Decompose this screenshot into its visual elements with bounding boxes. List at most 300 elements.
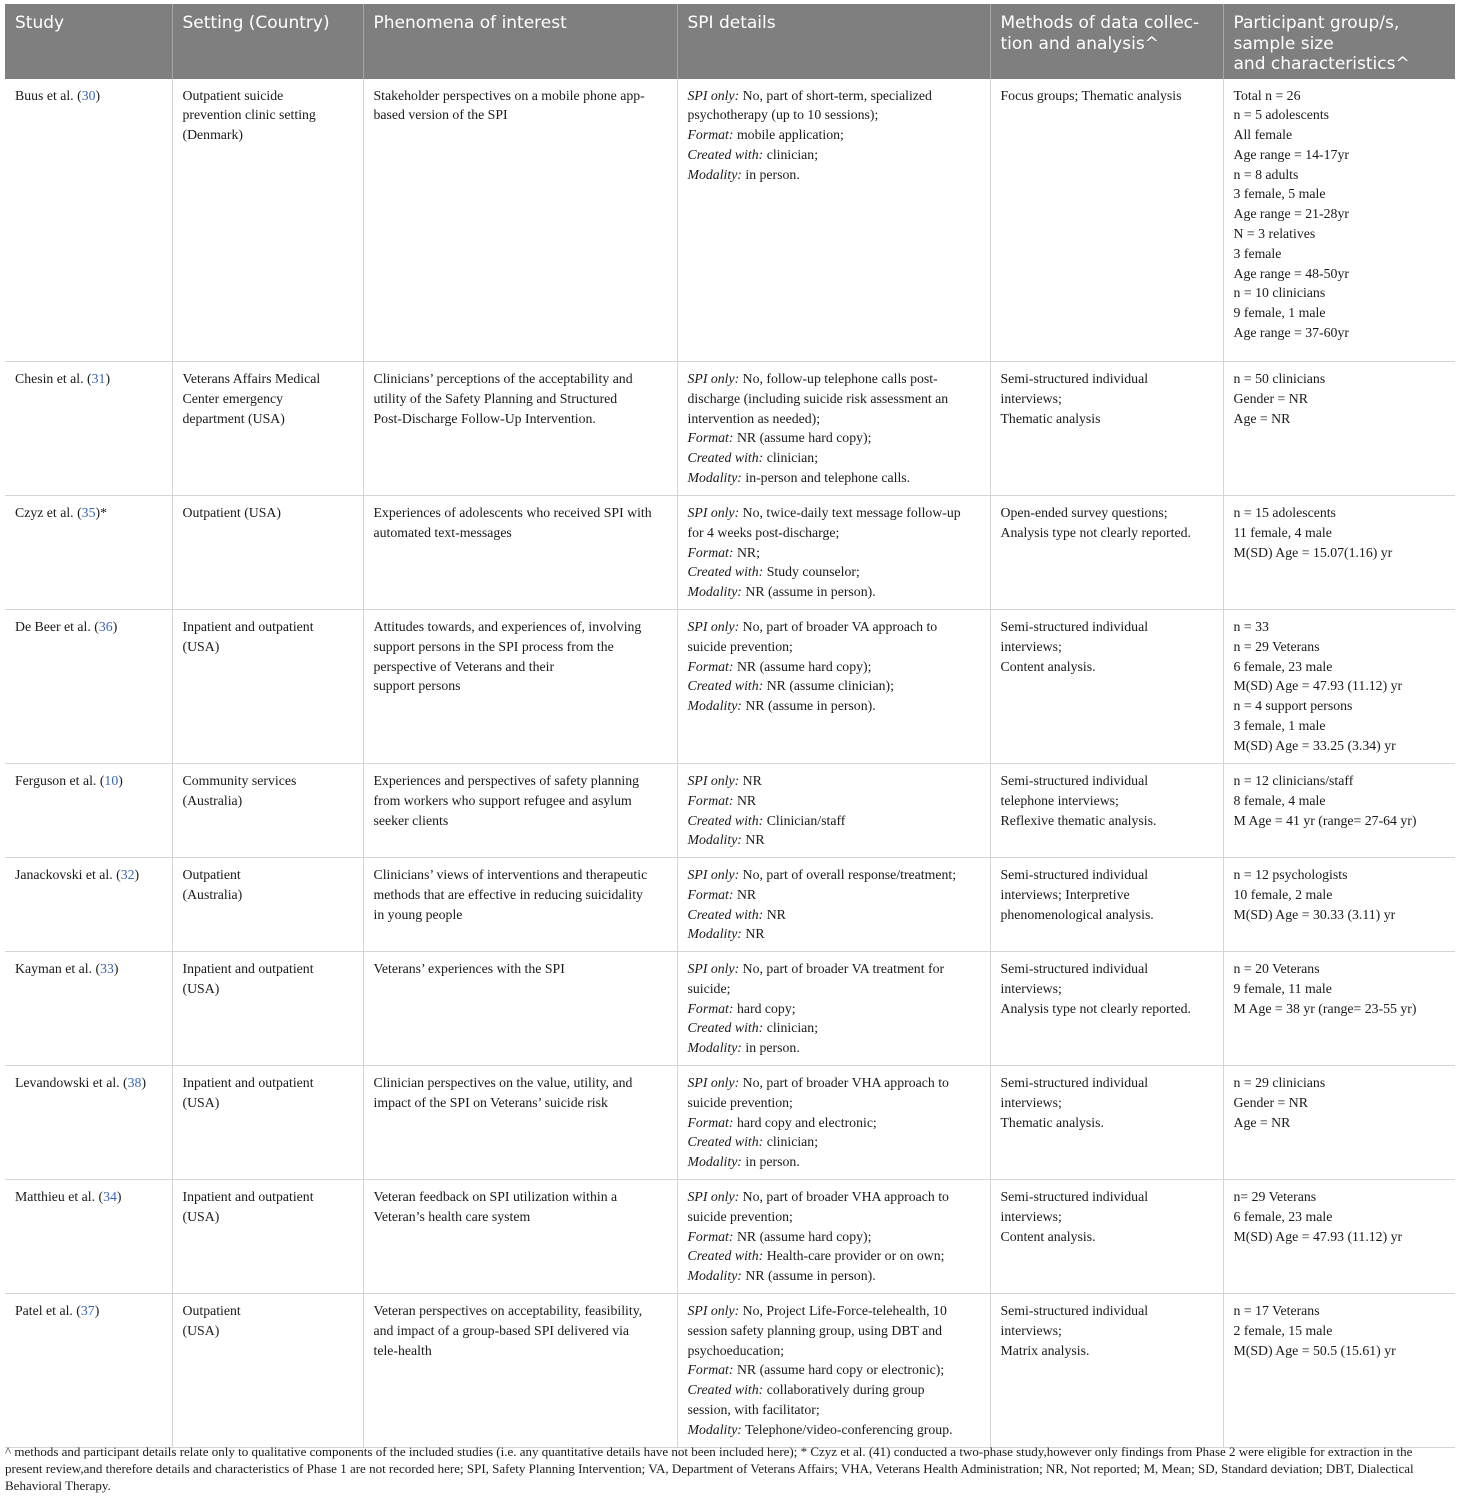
spi-field-label: SPI only: xyxy=(687,1075,740,1090)
table-header-row xyxy=(5,4,1455,79)
spi-detail-line xyxy=(688,999,980,1019)
cell-participants-line: n = 29 clinicians xyxy=(1233,1075,1326,1090)
cell-participants-line: 2 female, 15 male xyxy=(1233,1322,1333,1338)
cell-phenomena-line: Veteran perspectives on acceptability, feasibility, xyxy=(373,1303,643,1318)
cell-participants-line: M(SD) Age = 50.5 (15.61) yr xyxy=(1233,1342,1396,1358)
cell-study: De Beer et al. (36) xyxy=(5,610,172,764)
cell-phenomena-line: Veteran’s health care system xyxy=(373,1208,531,1224)
cell-setting-line: (USA) xyxy=(182,1094,220,1110)
cell-setting xyxy=(172,1180,363,1294)
spi-detail-line xyxy=(688,1227,980,1247)
cell-participants-line: M(SD) Age = 15.07(1.16) yr xyxy=(1233,544,1393,560)
spi-field-label: Modality: xyxy=(687,469,742,485)
cell-methods-line: Semi-structured individual xyxy=(1000,867,1149,882)
spi-detail-line xyxy=(688,791,980,811)
spi-field-value: intervention as needed); xyxy=(687,410,821,426)
cell-participants-line: n = 29 Veterans xyxy=(1233,638,1320,654)
cell-phenomena-line: Clinicians’ views of interventions and therapeutic xyxy=(373,867,648,882)
cell-participants-line: N = 3 relatives xyxy=(1233,226,1316,242)
cell-spi-details xyxy=(677,610,990,764)
reference-link[interactable]: 33 xyxy=(100,961,114,976)
cell-setting-line: Inpatient and outpatient xyxy=(182,619,314,634)
cell-phenomena xyxy=(363,362,677,496)
reference-link[interactable]: 35 xyxy=(81,505,96,520)
cell-phenomena-line: Experiences of adolescents who received SPI with xyxy=(373,505,652,520)
cell-phenomena-line: perspective of Veterans and their xyxy=(373,658,555,674)
study-name: De Beer et al. xyxy=(15,619,91,634)
spi-field-value: NR xyxy=(741,832,765,848)
study-name: Matthieu et al. xyxy=(15,1189,96,1204)
cell-participants-line: Age = NR xyxy=(1233,1114,1291,1130)
spi-detail-line xyxy=(688,696,980,716)
spi-detail-line xyxy=(688,448,980,468)
cell-setting-line: (USA) xyxy=(182,1322,220,1338)
spi-field-value: No, part of broader VA treatment for xyxy=(739,961,945,976)
cell-setting-line: Community services xyxy=(182,773,297,788)
cell-setting-line: department (USA) xyxy=(182,410,285,426)
cell-participants-line: n = 17 Veterans xyxy=(1233,1303,1320,1318)
spi-detail-line xyxy=(688,389,980,409)
spi-detail-line xyxy=(688,105,980,125)
cell-participants-line: 6 female, 23 male xyxy=(1233,1208,1333,1224)
header-setting xyxy=(172,4,363,79)
spi-field-label: SPI only: xyxy=(687,1189,740,1204)
reference-link[interactable]: 10 xyxy=(104,773,119,788)
cell-study: Levandowski et al. (38) xyxy=(5,1066,172,1180)
spi-field-label: Format: xyxy=(687,1362,734,1378)
header-participants xyxy=(1223,4,1455,79)
spi-field-label: Created with: xyxy=(687,1020,764,1036)
cell-study: Kayman et al. (33) xyxy=(5,952,172,1066)
spi-field-label: Created with: xyxy=(687,1248,764,1264)
cell-spi-details xyxy=(677,1180,990,1294)
spi-detail-line xyxy=(688,562,980,582)
cell-methods xyxy=(990,610,1223,764)
reference-link[interactable]: 37 xyxy=(80,1303,95,1318)
cell-participants-line: 6 female, 23 male xyxy=(1233,658,1333,674)
spi-field-label: Modality: xyxy=(687,1040,742,1056)
spi-field-label: SPI only: xyxy=(687,505,740,520)
cell-methods xyxy=(990,952,1223,1066)
spi-field-label: Created with: xyxy=(687,1382,764,1398)
cell-methods-line: Analysis type not clearly reported. xyxy=(1000,1000,1191,1016)
cell-phenomena xyxy=(363,79,677,362)
table-row xyxy=(5,362,1455,496)
cell-participants xyxy=(1223,764,1455,858)
spi-field-label: Format: xyxy=(687,792,734,808)
cell-study: Czyz et al. (35)* xyxy=(5,496,172,610)
spi-detail-line xyxy=(688,1093,980,1113)
spi-field-label: Format: xyxy=(687,658,734,674)
spi-detail-line xyxy=(688,924,980,944)
table-row xyxy=(5,1066,1455,1180)
footnote-line: Behavioral Therapy. xyxy=(5,1478,111,1493)
spi-field-value: clinician; xyxy=(763,146,819,162)
cell-participants-line: Gender = NR xyxy=(1233,390,1308,406)
spi-detail-line xyxy=(688,1152,980,1172)
spi-field-value: No, follow-up telephone calls post- xyxy=(739,371,938,386)
cell-phenomena xyxy=(363,1180,677,1294)
spi-detail-line xyxy=(688,637,980,657)
cell-methods-line: Open-ended survey questions; xyxy=(1000,505,1168,520)
spi-field-value: No, part of broader VA approach to xyxy=(739,619,938,634)
cell-participants-line: n = 5 adolescents xyxy=(1233,107,1330,123)
spi-field-value: in-person and telephone calls. xyxy=(741,469,911,485)
cell-setting xyxy=(172,952,363,1066)
cell-methods-line: Semi-structured individual xyxy=(1000,1189,1149,1204)
header-study xyxy=(5,4,172,79)
spi-field-value: psychoeducation; xyxy=(687,1342,785,1358)
cell-participants xyxy=(1223,362,1455,496)
table-footnote xyxy=(5,1443,1457,1494)
spi-detail-line xyxy=(688,86,980,106)
spi-field-label: Format: xyxy=(687,127,734,143)
cell-participants-line: M(SD) Age = 33.25 (3.34) yr xyxy=(1233,737,1396,753)
cell-participants-line: n= 29 Veterans xyxy=(1233,1189,1317,1204)
cell-setting-line: Outpatient xyxy=(182,867,241,882)
spi-field-label: SPI only: xyxy=(687,371,740,386)
cell-participants-line: 9 female, 11 male xyxy=(1233,980,1332,996)
cell-phenomena-line: Clinician perspectives on the value, utility, and xyxy=(373,1075,633,1090)
table-row xyxy=(5,496,1455,610)
spi-field-value: clinician; xyxy=(763,450,819,466)
cell-methods-line: Content analysis. xyxy=(1000,1228,1096,1244)
spi-detail-line xyxy=(688,1132,980,1152)
spi-detail-line xyxy=(688,582,980,602)
spi-detail-line xyxy=(688,657,980,677)
header-phenomena xyxy=(363,4,677,79)
spi-field-value: NR (assume hard copy); xyxy=(733,658,872,674)
spi-detail-line xyxy=(688,1038,980,1058)
cell-participants-line: Age = NR xyxy=(1233,410,1291,426)
spi-detail-line xyxy=(688,1266,980,1286)
spi-field-label: SPI only: xyxy=(687,619,740,634)
spi-field-label: Created with: xyxy=(687,678,764,694)
cell-methods-line: Reflexive thematic analysis. xyxy=(1000,812,1157,828)
cell-participants-line: M(SD) Age = 47.93 (11.12) yr xyxy=(1233,678,1403,694)
spi-field-label: Format: xyxy=(687,1228,734,1244)
spi-detail-line xyxy=(688,885,980,905)
cell-setting-line: Outpatient xyxy=(182,1303,241,1318)
spi-field-value: NR xyxy=(733,886,757,902)
spi-field-label: Modality: xyxy=(687,1421,742,1437)
spi-field-value: Health-care provider or on own; xyxy=(763,1248,945,1264)
spi-field-label: SPI only: xyxy=(687,867,740,882)
spi-field-label: SPI only: xyxy=(687,1303,740,1318)
reference-link[interactable]: 31 xyxy=(91,371,106,386)
spi-field-value: NR xyxy=(763,906,786,922)
spi-detail-line xyxy=(688,468,980,488)
cell-methods-line: interviews; Interpretive xyxy=(1000,886,1130,902)
cell-participants-line: n = 50 clinicians xyxy=(1233,371,1326,386)
footnote-line: present review,and therefore details and characteristics of Phase 1 are not recorded here; SPI, Safety Planning Intervention; VA, Department of Veterans Affairs; VHA, Veterans Health Administration; NR, Not reported; M, Mean; SD, Standard deviation; DBT, Dialectical xyxy=(5,1461,1414,1476)
cell-setting-line: (USA) xyxy=(182,1208,220,1224)
spi-detail-line xyxy=(688,369,980,389)
table-body xyxy=(5,79,1455,1448)
cell-methods-line: Semi-structured individual xyxy=(1000,619,1149,634)
cell-spi-details xyxy=(677,858,990,952)
spi-field-value: NR (assume hard copy); xyxy=(733,1228,872,1244)
study-name: Chesin et al. xyxy=(15,371,84,386)
spi-field-value: clinician; xyxy=(763,1134,819,1150)
spi-detail-line xyxy=(688,1380,980,1400)
cell-participants-line: n = 4 support persons xyxy=(1233,698,1353,714)
cell-setting-line: (Australia) xyxy=(182,886,243,902)
spi-field-value: NR (assume clinician); xyxy=(763,678,894,694)
spi-field-value: No, part of broader VHA approach to xyxy=(739,1075,949,1090)
spi-field-label: SPI only: xyxy=(687,87,740,103)
spi-field-value: collaboratively during group xyxy=(763,1382,925,1398)
spi-field-value: hard copy; xyxy=(733,1000,796,1016)
cell-study: Janackovski et al. (32) xyxy=(5,858,172,952)
cell-phenomena-line: utility of the Safety Planning and Structured xyxy=(373,390,618,406)
spi-field-value: for 4 weeks post-discharge; xyxy=(687,524,840,540)
cell-setting xyxy=(172,1294,363,1448)
table-row xyxy=(5,952,1455,1066)
study-name: Kayman et al. xyxy=(15,961,93,976)
cell-study: Ferguson et al. (10) xyxy=(5,764,172,858)
spi-detail-line xyxy=(688,771,980,791)
cell-setting-line: Outpatient suicide xyxy=(182,87,284,103)
reference-link[interactable]: 38 xyxy=(127,1075,142,1090)
cell-methods-line: Semi-structured individual xyxy=(1000,1303,1149,1318)
cell-participants-line: Gender = NR xyxy=(1233,1094,1308,1110)
table-row xyxy=(5,1180,1455,1294)
cell-methods-line: Semi-structured individual xyxy=(1000,371,1149,386)
cell-study: Chesin et al. (31) xyxy=(5,362,172,496)
spi-field-label: Format: xyxy=(687,544,734,560)
spi-field-value: in person. xyxy=(741,1154,800,1170)
cell-methods-line: Thematic analysis. xyxy=(1000,1114,1104,1130)
spi-field-label: Created with: xyxy=(687,146,764,162)
reference-link[interactable]: 30 xyxy=(81,87,96,103)
spi-field-value: suicide prevention; xyxy=(687,1208,793,1224)
cell-spi-details xyxy=(677,496,990,610)
cell-setting xyxy=(172,610,363,764)
table-row xyxy=(5,1294,1455,1448)
study-name: Patel et al. xyxy=(15,1303,73,1318)
spi-field-value: NR (assume in person). xyxy=(741,698,876,714)
spi-field-label: Modality: xyxy=(687,832,742,848)
spi-detail-line xyxy=(688,1018,980,1038)
spi-field-value: suicide prevention; xyxy=(687,638,793,654)
study-name: Czyz et al. xyxy=(15,505,74,520)
cell-participants-line: 3 female, 1 male xyxy=(1233,717,1326,733)
spi-field-value: in person. xyxy=(741,166,800,182)
header-line: Participant group/s, xyxy=(1233,13,1400,33)
spi-detail-line xyxy=(688,676,980,696)
cell-phenomena xyxy=(363,610,677,764)
spi-detail-line xyxy=(688,1113,980,1133)
table-row xyxy=(5,79,1455,362)
cell-spi-details xyxy=(677,1066,990,1180)
spi-field-label: Created with: xyxy=(687,812,764,828)
spi-field-value: NR xyxy=(733,792,757,808)
cell-setting xyxy=(172,362,363,496)
cell-methods-line: Matrix analysis. xyxy=(1000,1342,1090,1358)
reference-link[interactable]: 34 xyxy=(103,1189,117,1204)
cell-phenomena-line: in young people xyxy=(373,906,463,922)
cell-participants-line: Age range = 48-50yr xyxy=(1233,265,1349,281)
cell-phenomena-line: based version of the SPI xyxy=(373,107,508,123)
study-asterisk: * xyxy=(100,505,107,520)
cell-phenomena-line: and impact of a group-based SPI delivered via xyxy=(373,1322,630,1338)
cell-methods xyxy=(990,1294,1223,1448)
cell-phenomena-line: Stakeholder perspectives on a mobile phone app- xyxy=(373,87,645,103)
cell-phenomena-line: tele-health xyxy=(373,1342,432,1358)
cell-setting-line: (USA) xyxy=(182,980,220,996)
cell-spi-details xyxy=(677,952,990,1066)
spi-detail-line xyxy=(688,1187,980,1207)
spi-field-label: SPI only: xyxy=(687,961,740,976)
spi-detail-line xyxy=(688,979,980,999)
cell-setting xyxy=(172,858,363,952)
footnote-line: ^ methods and participant details relate only to qualitative components of the included studies (i.e. any quantitative details have not been included here); * Czyz et al. (41) conducted a two-phase study,however only findings from Phase 2 were eligible for extraction in the xyxy=(5,1444,1413,1459)
cell-methods-line: Content analysis. xyxy=(1000,658,1096,674)
spi-field-value: in person. xyxy=(741,1040,800,1056)
cell-spi-details xyxy=(677,1294,990,1448)
cell-participants xyxy=(1223,496,1455,610)
cell-participants-line: n = 15 adolescents xyxy=(1233,505,1336,520)
study-name: Ferguson et al. xyxy=(15,773,97,788)
spi-detail-line xyxy=(688,125,980,145)
spi-field-label: Format: xyxy=(687,1000,734,1016)
cell-setting-line: (Australia) xyxy=(182,792,243,808)
header-methods xyxy=(990,4,1223,79)
spi-detail-line xyxy=(688,865,980,885)
cell-phenomena-line: Clinicians’ perceptions of the acceptability and xyxy=(373,371,633,386)
cell-participants xyxy=(1223,79,1455,362)
cell-setting-line: Inpatient and outpatient xyxy=(182,1189,314,1204)
cell-methods-line: interviews; xyxy=(1000,1208,1062,1224)
cell-phenomena-line: automated text-messages xyxy=(373,524,512,540)
cell-phenomena xyxy=(363,1066,677,1180)
spi-field-label: Format: xyxy=(687,430,734,446)
cell-setting-line: Inpatient and outpatient xyxy=(182,961,314,976)
cell-participants-line: 9 female, 1 male xyxy=(1233,305,1326,321)
cell-participants-line: M Age = 38 yr (range= 23-55 yr) xyxy=(1233,1000,1417,1016)
spi-field-value: Study counselor; xyxy=(763,564,860,580)
spi-detail-line xyxy=(688,428,980,448)
spi-detail-line xyxy=(688,1321,980,1341)
spi-field-label: SPI only: xyxy=(687,773,740,788)
study-name: Janackovski et al. xyxy=(15,867,113,882)
spi-detail-line xyxy=(688,830,980,850)
cell-participants-line: Age range = 21-28yr xyxy=(1233,206,1349,222)
spi-field-value: psychotherapy (up to 10 sessions); xyxy=(687,107,879,123)
cell-setting xyxy=(172,496,363,610)
cell-methods xyxy=(990,764,1223,858)
cell-participants-line: 11 female, 4 male xyxy=(1233,524,1332,540)
spi-detail-line xyxy=(688,1073,980,1093)
cell-participants-line: 8 female, 4 male xyxy=(1233,792,1326,808)
spi-field-label: Modality: xyxy=(687,926,742,942)
spi-detail-line xyxy=(688,503,980,523)
cell-participants xyxy=(1223,952,1455,1066)
cell-methods-line: Semi-structured individual xyxy=(1000,961,1149,976)
spi-field-value: session, with facilitator; xyxy=(687,1401,820,1417)
studies-table xyxy=(5,4,1455,1448)
cell-phenomena xyxy=(363,764,677,858)
cell-participants xyxy=(1223,1066,1455,1180)
spi-field-value: No, part of short-term, specialized xyxy=(739,87,932,103)
cell-phenomena xyxy=(363,1294,677,1448)
cell-participants-line: All female xyxy=(1233,127,1293,143)
cell-methods-line: interviews; xyxy=(1000,980,1062,996)
cell-participants-line: n = 8 adults xyxy=(1233,166,1299,182)
spi-field-label: Modality: xyxy=(687,1154,742,1170)
spi-detail-line xyxy=(688,811,980,831)
cell-methods-line: interviews; xyxy=(1000,390,1062,406)
cell-participants-line: n = 12 psychologists xyxy=(1233,867,1348,882)
cell-participants-line: 3 female xyxy=(1233,245,1282,261)
spi-field-value: NR (assume hard copy); xyxy=(733,430,872,446)
spi-field-value: hard copy and electronic; xyxy=(733,1114,877,1130)
cell-methods xyxy=(990,858,1223,952)
cell-setting xyxy=(172,764,363,858)
spi-field-value: NR (assume in person). xyxy=(741,584,876,600)
cell-phenomena-line: Attitudes towards, and experiences of, involving xyxy=(373,619,642,634)
spi-field-label: Created with: xyxy=(687,906,764,922)
spi-field-value: discharge (including suicide risk assessment an xyxy=(687,390,949,406)
spi-field-label: Modality: xyxy=(687,698,742,714)
spi-detail-line xyxy=(688,905,980,925)
spi-field-value: suicide; xyxy=(687,980,731,996)
spi-detail-line xyxy=(688,1420,980,1440)
cell-phenomena-line: support persons in the SPI process from the xyxy=(373,638,614,654)
cell-methods-line: interviews; xyxy=(1000,1322,1062,1338)
spi-detail-line xyxy=(688,409,980,429)
cell-methods xyxy=(990,496,1223,610)
cell-study: Patel et al. (37) xyxy=(5,1294,172,1448)
spi-detail-line xyxy=(688,145,980,165)
cell-participants-line: M(SD) Age = 30.33 (3.11) yr xyxy=(1233,906,1396,922)
table-row xyxy=(5,610,1455,764)
cell-methods-line: interviews; xyxy=(1000,638,1062,654)
spi-field-label: Created with: xyxy=(687,1134,764,1150)
cell-phenomena xyxy=(363,858,677,952)
spi-field-value: NR (assume in person). xyxy=(741,1268,876,1284)
spi-field-value: session safety planning group, using DBT and xyxy=(687,1322,943,1338)
spi-field-label: Modality: xyxy=(687,1268,742,1284)
spi-detail-line xyxy=(688,1301,980,1321)
reference-link[interactable]: 32 xyxy=(120,867,135,882)
header-line: and characteristics^ xyxy=(1233,54,1410,74)
cell-methods-line: Semi-structured individual xyxy=(1000,1075,1149,1090)
cell-setting-line: (USA) xyxy=(182,638,220,654)
spi-field-value: Clinician/staff xyxy=(763,812,846,828)
table-row xyxy=(5,764,1455,858)
spi-field-value: NR xyxy=(741,926,765,942)
spi-detail-line xyxy=(688,543,980,563)
cell-phenomena-line: Veterans’ experiences with the SPI xyxy=(373,961,565,976)
spi-field-label: Format: xyxy=(687,1114,734,1130)
cell-setting-line: Inpatient and outpatient xyxy=(182,1075,314,1090)
cell-spi-details xyxy=(677,362,990,496)
cell-setting xyxy=(172,1066,363,1180)
cell-methods-line: Semi-structured individual xyxy=(1000,773,1149,788)
cell-participants-line: n = 20 Veterans xyxy=(1233,961,1320,976)
reference-link[interactable]: 36 xyxy=(98,619,113,634)
cell-setting-line: (Denmark) xyxy=(182,127,244,143)
cell-participants-line: n = 33 xyxy=(1233,619,1269,634)
spi-detail-line xyxy=(688,1246,980,1266)
spi-field-label: Created with: xyxy=(687,450,764,466)
spi-detail-line xyxy=(688,1400,980,1420)
cell-phenomena-line: Experiences and perspectives of safety planning xyxy=(373,773,639,788)
cell-methods xyxy=(990,79,1223,362)
cell-phenomena-line: support persons xyxy=(373,678,461,694)
